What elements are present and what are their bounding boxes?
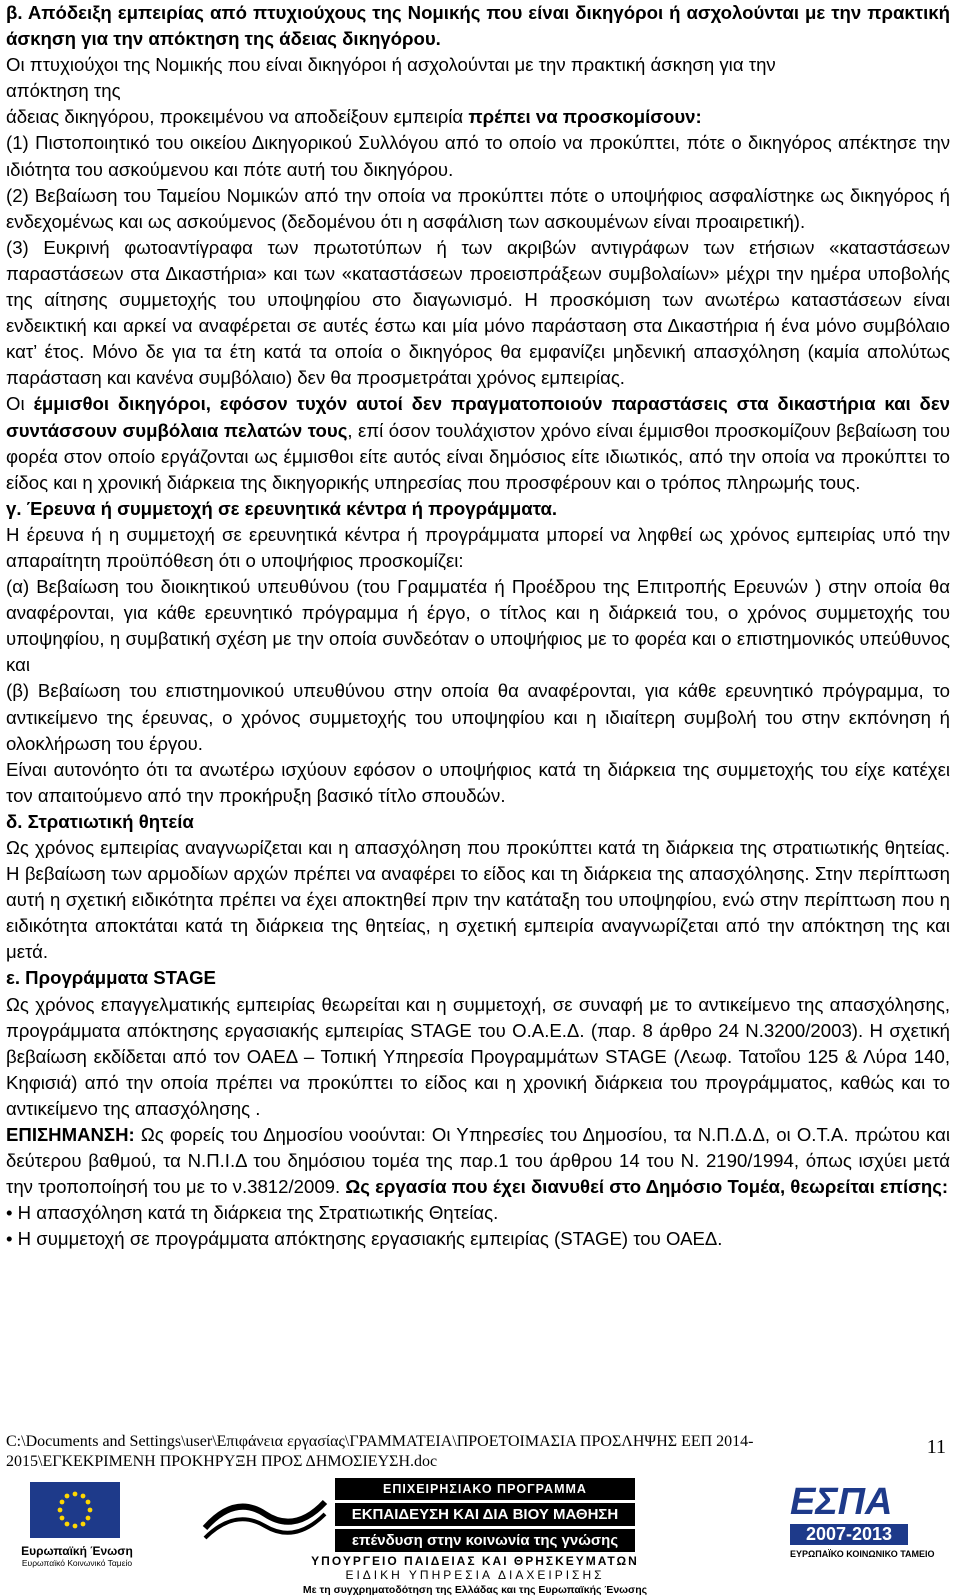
text: απόκτηση της [6,80,121,102]
paragraph [6,391,950,495]
paragraph: Η έρευνα ή η συμμετοχή σε ερευνητικά κέντρα ή προγράμματα μπορεί να ληφθεί ως χρόνος εμπειρίας υπό την απαραίτητη προϋπόθεση ότι ο υποψήφιος προσκομίζει: [6,523,950,571]
bullet-item: • Η συμμετοχή σε προγράμματα απόκτησης εργασιακής εμπειρίας (STAGE) του ΟΑΕΔ. [6,1228,723,1250]
list-item: (α) Βεβαίωση του διοικητικού υπευθύνου (του Γραμματέα ή Προέδρου της Επιτροπής Ερευνών ) στην οποία θα αναφέρονται, για κάθε ερευνητικό πρόγραμμα ή έργο, ο τίτλος και η διάρκειά του, ο χρόνος συμμετοχής του υποψηφίου, η συμβατική σχέση με την οποία συνδεόταν ο υποψήφιος με το φορέα και ο επιστημονικός υπεύθυνος και [6,576,950,676]
espa-fund: ΕΥΡΩΠΑΪΚΟ ΚΟΙΝΩΝΙΚΟ ΤΑΜΕΙΟ [790,1549,935,1559]
text: άδειας δικηγόρου, προκειμένου να αποδείξουν εμπειρία [6,106,469,128]
program-line-2: ΕΚΠΑΙΔΕΥΣΗ ΚΑΙ ΔΙΑ ΒΙΟΥ ΜΑΘΗΣΗ [335,1503,635,1526]
section-heading-b: β. Απόδειξη εμπειρίας από πτυχιούχους της Νομικής που είναι δικηγόροι ή ασχολούνται με την πρακτική άσκηση για την απόκτηση της άδειας δικηγόρου. [6,2,950,50]
program-line-3: επένδυση στην κοινωνία της γνώσης [335,1529,635,1552]
note-label: ΕΠΙΣΗΜΑΝΣΗ: [6,1124,135,1146]
program-logo [195,1478,755,1596]
section-heading-g: γ. Έρευνα ή συμμετοχή σε ερευνητικά κέντρα ή προγράμματα. [6,497,558,519]
list-item: (β) Βεβαίωση του επιστημονικού υπευθύνου στην οποία θα αναφέρονται, για κάθε ερευνητικό πρόγραμμα, το αντικείμενο της έρευνας, ο χρόνος συμμετοχής του υποψηφίου και η ιδιαίτερη συμβολή του στην εκπόνηση ή ολοκλήρωση του έργου. [6,680,950,754]
section-heading-d: δ. Στρατιωτική θητεία [6,810,194,832]
text: , επί όσον τουλάχιστον χρόνο είναι έμμισθοι προσκομίζουν βεβαίωση του φορέα στον οποίο εργάζονται ως έμμισθοι είτε αυτός είναι δημόσιος είτε ιδιωτικός, από την οποία να προκύπτει το είδος και η χρονική διάρκεια της δικηγορικής υπηρεσίας που προσφέρουν και ο τρόπος πληρωμής τους. [6,419,950,493]
paragraph: Ως χρόνος εμπειρίας αναγνωρίζεται και η απασχόληση που προκύπτει κατά τη διάρκεια της στρατιωτικής θητείας. Η βεβαίωση των αρμοδίων αρχών πρέπει να αναφέρει το είδος και τη διάρκεια της απασχόλησης. Στην περίπτωση αυτή η σχετική ειδικότητα πρέπει να έχει αποκτηθεί πριν την κατάταξη του υποψηφίου, ενώ στην περίπτωση που η ειδικότητα αποκτάται κατά τη διάρκεια της θητείας, η σχετική εμπειρία αναγνωρίζεται από την απόκτηση της και μετά. [6,837,950,963]
bold-text: πρέπει να προσκομίσουν: [468,106,702,128]
footer-file-path: C:\Documents and Settings\user\Επιφάνεια εργασίας\ΓΡΑΜΜΑΤΕΙΑ\ΠΡΟΕΤΟΙΜΑΣΙΑ ΠΡΟΣΛΗΨΗΣ ΕΕΠ 2014-2015\ΕΓΚΕΚΡΙΜΕΝΗ ΠΡΟΚΗΡΥΞΗ ΠΡΟΣ ΔΗΜΟΣΙΕΥΣΗ.doc [6,1433,754,1470]
bold-text: Ως εργασία που έχει διανυθεί στο Δημόσιο Τομέα, θεωρείται επίσης: [345,1176,949,1198]
paragraph: Είναι αυτονόητο ότι τα ανωτέρω ισχύουν εφόσον ο υποψήφιος κατά τη διάρκεια της συμμετοχής του είχε κατέχει τον απαιτούμενο από την προκήρυξη βασικό τίτλο σπουδών. [6,758,950,806]
list-item: (1) Πιστοποιητικό του οικείου Δικηγορικού Συλλόγου από το οποίο να προκύπτει, πότε ο δικηγόρος απέκτησε την ιδιότητα του ασκούμενου και πότε αυτή του δικηγόρου. [6,132,950,180]
note-paragraph [6,1122,950,1200]
eu-title: Ευρωπαϊκή Ένωση [21,1544,133,1558]
page-number: 11 [926,1436,946,1458]
logo-banner [0,1476,960,1596]
eu-flag-icon [30,1482,120,1538]
text: Ως φορείς του Δημοσίου νοούνται: Οι Υπηρεσίες του Δημοσίου, τα Ν.Π.Δ.Δ, οι Ο.Τ.Α. πρώτου και δεύτερου βαθμού, τα Ν.Π.Ι.Δ του δημόσιου τομέα της παρ.1 του άρθρου 14 του Ν. 2190/1994, όπως ισχύει μετά την τροποποίησή του με το ν.3812/2009. [6,1124,950,1198]
section-heading-e: ε. Προγράμματα STAGE [6,967,216,989]
bullet-item: • Η απασχόληση κατά τη διάρκεια της Στρατιωτικής Θητείας. [6,1202,499,1224]
text: Οι [6,393,34,415]
text: Οι πτυχιούχοι της Νομικής που είναι δικηγόροι ή ασχολούνται με την πρακτική άσκηση για την [6,54,776,76]
ministry-name: ΥΠΟΥΡΓΕΙΟ ΠΑΙΔΕΙΑΣ ΚΑΙ ΘΡΗΣΚΕΥΜΑΤΩΝ [311,1554,639,1568]
espa-word: ΕΣΠΑ [790,1481,893,1523]
cofunding-text: Με τη συγχρηματοδότηση της Ελλάδας και της Ευρωπαϊκής Ένωσης [302,1584,648,1596]
bold-text: έμμισθοι δικηγόροι, εφόσον τυχόν αυτοί δεν πραγματοποιούν παραστάσεις στα δικαστήρια και δεν συντάσσουν συμβόλαια πελατών τους [6,393,950,441]
paragraph: Ως χρόνος επαγγελματικής εμπειρίας θεωρείται και η συμμετοχή, σε συναφή με το αντικείμενο της απασχόλησης, προγράμματα απόκτησης εργασιακής εμπειρίας STAGE του Ο.Α.Ε.Δ. (παρ. 8 άρθρο 24 Ν.3200/2003). Η σχετική βεβαίωση εκδίδεται από τον ΟΑΕΔ – Τοπική Υπηρεσία Προγραμμάτων STAGE (Λεωφ. Τατοΐου 125 & Λύρα 140, Κηφισιά) από την οποία πρέπει να προκύπτει το είδος και η χρονική διάρκεια του προγράμματος, καθώς και το αντικείμενο της απασχόλησης . [6,993,950,1119]
espa-years: 2007-2013 [790,1524,908,1545]
service-name: ΕΙΔΙΚΗ ΥΠΗΡΕΣΙΑ ΔΙΑΧΕΙΡΙΣΗΣ [345,1568,605,1582]
document-page [6,0,950,1253]
list-item: (2) Βεβαίωση του Ταμείου Νομικών από την οποία να προκύπτει πότε ο υποψήφιος ασφαλίστηκε ως δικηγόρος ή ενδεχομένως και ως ασκούμενος (δεδομένου ότι η ασφάλιση των ασκουμένων είναι προαιρετική). [6,184,950,232]
program-emblem-icon [195,1484,335,1546]
paragraph [6,52,950,130]
eu-logo [12,1482,142,1574]
list-item: (3) Ευκρινή φωτοαντίγραφα των πρωτοτύπων ή των ακριβών αντιγράφων των ετήσιων «καταστάσεων παραστάσεων στα Δικαστήρια» και των «καταστάσεων προεισπράξεων συμβολαίων» μέχρι την ημέρα υποβολής της αίτησης συμμετοχής του υποψηφίου στο διαγωνισμό. Η προσκόμιση των ανωτέρω καταστάσεων είναι ενδεικτική και αρκεί να αναφέρεται σε αυτές έστω και μία μόνο παράσταση στα Δικαστήρια ή ένα μόνο συμβόλαιο κατ’ έτος. Μόνο δε για τα έτη κατά τα οποία ο δικηγόρος θα εμφανίζει μηδενική απασχόληση (καμία απολύτως παράσταση και κανένα συμβόλαιο) δεν θα προσμετράται χρόνος εμπειρίας. [6,236,950,389]
eu-subtitle: Ευρωπαϊκό Κοινωνικό Ταμείο [21,1558,133,1568]
espa-logo [790,1482,950,1574]
program-line-1: ΕΠΙΧΕΙΡΗΣΙΑΚΟ ΠΡΟΓΡΑΜΜΑ [335,1478,635,1500]
